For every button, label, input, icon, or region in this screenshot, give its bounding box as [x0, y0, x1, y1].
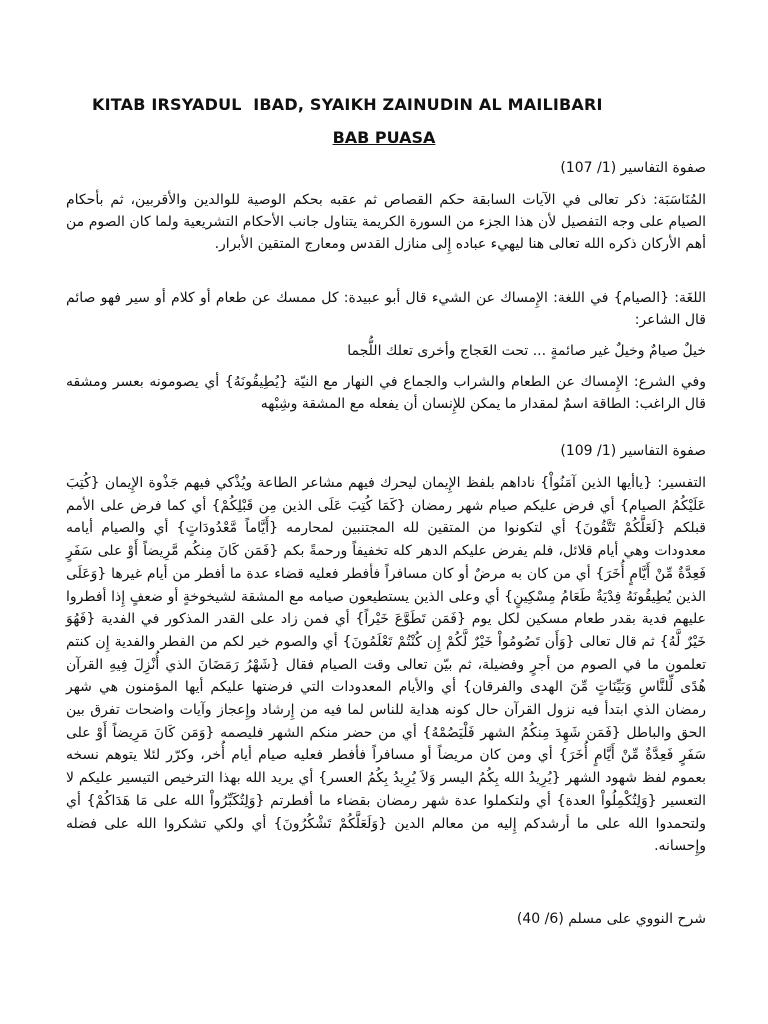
paragraph-tafsir: التفسير: {ياأيها الذين آمَنُواْ} ناداهم بلفظ الإِيمان ليحرك فيهم مشاعر الطاعة ويُذْكي فيهم جَذْوة الإِيمان {كُتِبَ عَلَيْكُمُ الصيام} أي فرض عليكم صيام شهر رمضان {كَمَا كُتِبَ عَلَى الذين مِن قَبْلِكُمْ} أي كما فرض على الأمم قبلكم {لَعَلَّكُمْ تَتَّقُونَ} أي لتكونوا من المتقين لله المجتنبين لمحارمه {أَيَّاماً مَّعْدُودَاتٍ} أي والصيام أيامه معدودات وهي أيام قلائل، فلم يفرض عليكم الدهر كله تخفيفاً ورحمةً بكم {فَمَن كَانَ مِنكُم مَّرِيضاً أَوْ على سَفَرٍ فَعِدَّةٌ مِّنْ أَيَّامٍ أُخَرَ} أي من كان به مرضٌ أو كان مسافراً فأفطر فعليه قضاء عدة ما أفطر من أيام غيرها {وَعَلَى الذين يُطِيقُونَهُ فِدْيَةٌ طَعَامُ مِسْكِينٍ} أي وعلى الذين يستطيعون صيامه مع المشقة لشيخوخةٍ أو ضعفٍ إِذا أفطروا عليهم فدية بقدر طعام مسكين لكل يوم {فَمَن تَطَوَّعَ خَيْراً} أي فمن زاد على القدر المذكور في الفدية {فَهُوَ خَيْرٌ لَّهُ} ثم قال تعالى {وَأَن تَصُومُواْ خَيْرٌ لَّكُمْ إِن كُنْتُمْ تَعْلَمُونَ} أي والصوم خير لكم من الفطر والفدية إِن كنتم تعلمون ما في الصوم من أجرٍ وفضيلة، ثم بيّن تعالى وقت الصيام فقال {شَهْرُ رَمَضَانَ الذي أُنْزِلَ فِيهِ القرآن هُدًى لِّلنَّاسِ وَبَيِّنَاتٍ مِّنَ الهدى والفرقان} أي والأيام المعدودات التي فرضتها عليكم أيها المؤمنون هي شهر رمضان الذي ابتدأ فيه نزول القرآن حال كونه هداية للناس لما فيه من إِرشاد وإِعجاز وآيات واضحات تفرق بين الحق والباطل {فَمَن شَهِدَ مِنكُمُ الشهر فَلْيَصُمْهُ} أي من حضر منكم الشهر فليصمه {وَمَن كَانَ مَرِيضاً أَوْ على سَفَرٍ فَعِدَّةٌ مِّنْ أَيَّامٍ أُخَرَ} أي ومن كان مريضاً أو مسافراً فأفطر فعليه صيام أيام أُخر، وكرّر لئلا يتوهم نسخه بعموم لفظ شهود الشهر {يُرِيدُ الله بِكُمُ اليسر وَلاَ يُرِيدُ بِكُمُ العسر} أي يريد الله بهذا الترخيص التيسير عليكم لا التعسير {وَلِتُكْمِلُواْ العدة} أي ولتكملوا عدة شهر رمضان بقضاء ما أفطرتم {وَلِتُكَبِّرُواْ الله على مَا هَدَاكُمْ} أي ولتحمدوا الله على ما أرشدكم إِليه من معالم الدين {وَلَعَلَّكُمْ تَشْكُرُونَ} أي ولكي تشكروا الله على فضله وإِحسانه.	[66, 475, 706, 855]
paragraph-munasabah: المُنَاسَبَة: ذكر تعالى في الآيات السابقة حكم القصاص ثم عقبه بحكم الوصية للوالدين والأقربين، ثم بأحكام الصيام على وجه التفصيل لأن هذا الجزء من السورة الكريمة يتناول جانب الأحكام التشريعية ولما كان الصوم من أهم الأركان ذكره الله تعالى هنا ليهيء عباده إِلى منازل القدس ومعارج المتقين الأبرار.	[66, 192, 706, 252]
paragraph-lughah: اللغَة: {الصيام} في اللغة: الإِمساك عن الشيء قال أبو عبيدة: كل ممسك عن طعام أو كلام أو سير فهو صائم قال الشاعر:	[66, 290, 706, 328]
document-title-text: KITAB IRSYADUL IBAD, SYAIKH ZAINUDIN AL MAILIBARI	[92, 95, 603, 114]
poetry-verse: خيلٌ صيامٌ وخيلٌ غير صائمةٍ ... تحت العَجاج وأخرى تعلك اللُّجما	[347, 343, 706, 359]
section-heading: BAB PUASA	[332, 128, 436, 147]
source-reference-1: صفوة التفاسير (1/ 107)	[560, 160, 706, 176]
source-reference-3: شرح النووي على مسلم (6/ 40)	[516, 911, 706, 927]
paragraph-shar: وفي الشرع: الإِمساك عن الطعام والشراب والجماع في النهار مع النيّة {يُطِيقُونَهُ} أي يصومونه بعسر ومشقه قال الراغب: الطاقة اسمٌ لمقدار ما يمكن للإِنسان أن يفعله مع المشقة وشِبْهه	[66, 374, 706, 412]
source-reference-2: صفوة التفاسير (1/ 109)	[560, 443, 706, 459]
